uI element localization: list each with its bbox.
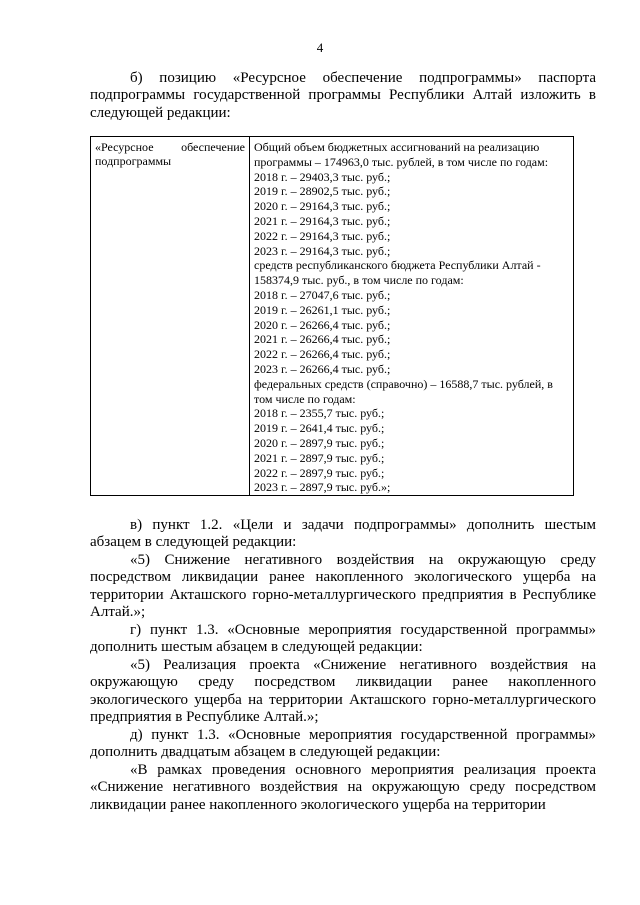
table-line: 2020 г. – 26266,4 тыс. руб.;: [254, 317, 391, 332]
table-right-cell: [250, 137, 574, 496]
table-row: [91, 137, 574, 496]
table-line: 2022 г. – 2897,9 тыс. руб.;: [254, 465, 385, 480]
intro-paragraph: б) позицию «Ресурсное обеспечение подпрограммы» паспорта подпрограммы государственной программы Республики Алтай изложить в следующей редакции:: [90, 70, 596, 121]
table-line: средств республиканского бюджета Республики Алтай - 158374,9 тыс. руб., в том числе по годам:: [254, 258, 541, 288]
paragraph-goal-5: «5) Снижение негативного воздействия на окружающую среду посредством ликвидации ранее накопленного экологического ущерба на территории Акташского горно-металлургического предприятия в Республике Алтай.»;: [90, 552, 596, 621]
table-line: 2019 г. – 28902,5 тыс. руб.;: [254, 184, 391, 199]
table-line: 2023 г. – 26266,4 тыс. руб.;: [254, 361, 391, 376]
paragraph-d: д) пункт 1.3. «Основные мероприятия государственной программы» дополнить двадцатым абзацем в следующей редакции:: [90, 727, 596, 761]
table-line: 2023 г. – 29164,3 тыс. руб.;: [254, 243, 391, 258]
table-line: 2023 г. – 2897,9 тыс. руб.»;: [254, 480, 391, 495]
paragraph-g: г) пункт 1.3. «Основные мероприятия государственной программы» дополнить шестым абзацем в следующей редакции:: [90, 622, 596, 656]
table-line: 2018 г. – 27047,6 тыс. руб.;: [254, 287, 391, 302]
table-line: 2021 г. – 2897,9 тыс. руб.;: [254, 450, 385, 465]
paragraph-project-5: «5) Реализация проекта «Снижение негативного воздействия на окружающую среду посредством ликвидации ранее накопленного экологического ущерба на территории Акташского горно-металлургического предприятия в Республике Алтай.»;: [90, 657, 596, 726]
paragraph-project-scope: «В рамках проведения основного мероприятия реализация проекта «Снижение негативного воздействия на окружающую среду посредством ликвидации ранее накопленного экологического ущерба на территории: [90, 762, 596, 813]
resource-table: [90, 136, 574, 496]
table-line: 2022 г. – 29164,3 тыс. руб.;: [254, 228, 391, 243]
table-line: федеральных средств (справочно) – 16588,7 тыс. рублей, в том числе по годам:: [254, 376, 553, 406]
table-line: 2020 г. – 29164,3 тыс. руб.;: [254, 199, 391, 214]
table-line: Общий объем бюджетных ассигнований на реализацию программы – 174963,0 тыс. рублей, в том числе по годам:: [254, 140, 549, 169]
table-line: 2018 г. – 29403,3 тыс. руб.;: [254, 169, 391, 184]
table-line: 2022 г. – 26266,4 тыс. руб.;: [254, 347, 391, 362]
table-line: 2019 г. – 2641,4 тыс. руб.;: [254, 421, 385, 436]
table-line: 2021 г. – 29164,3 тыс. руб.;: [254, 213, 391, 228]
table-line: 2021 г. – 26266,4 тыс. руб.;: [254, 332, 391, 347]
table-line: 2019 г. – 26261,1 тыс. руб.;: [254, 302, 391, 317]
page-number: 4: [316, 40, 324, 55]
table-line: 2020 г. – 2897,9 тыс. руб.;: [254, 435, 385, 450]
table-left-cell: «Ресурсное обеспечение подпрограммы: [91, 137, 250, 496]
paragraph-v: в) пункт 1.2. «Цели и задачи подпрограммы» дополнить шестым абзацем в следующей редакции:: [90, 517, 596, 551]
table-line: 2018 г. – 2355,7 тыс. руб.;: [254, 406, 385, 421]
